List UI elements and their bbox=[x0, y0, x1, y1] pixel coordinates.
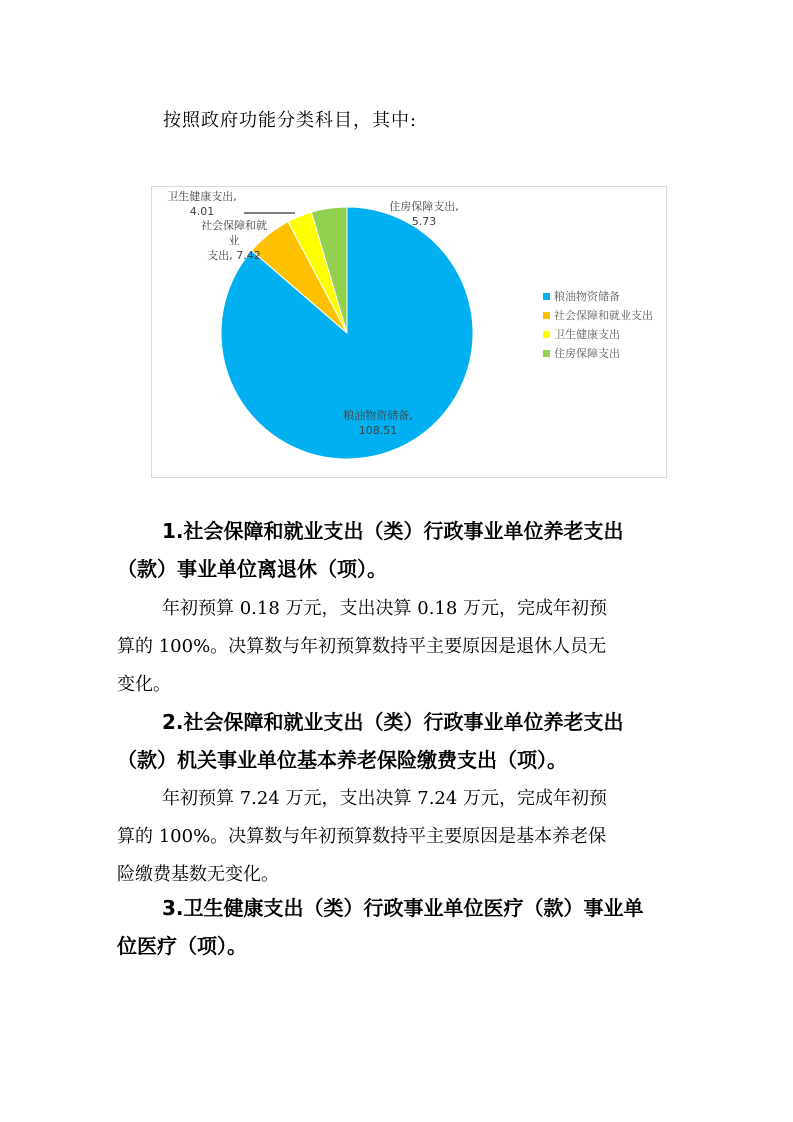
heading-line: 2.社会保障和就业支出（类）行政事业单位养老支出 bbox=[162, 710, 624, 734]
slice-data-label: 108.51 bbox=[358, 424, 398, 437]
legend-label: 卫生健康支出 bbox=[554, 328, 620, 341]
section-1-body bbox=[117, 590, 687, 704]
legend-label: 社会保障和就业支出 bbox=[554, 309, 653, 322]
section-2-body bbox=[117, 780, 687, 894]
body-line: 险缴费基数无变化。 bbox=[117, 864, 279, 885]
body-line: 变化。 bbox=[117, 674, 171, 695]
heading-line: 位医疗（项）。 bbox=[117, 934, 247, 958]
slice-data-label: 5.73 bbox=[411, 215, 437, 228]
intro-text: 按照政府功能分类科目，其中: bbox=[163, 110, 418, 131]
slice-data-label: 业 bbox=[228, 234, 240, 247]
section-3-heading bbox=[117, 889, 687, 965]
section-1-heading bbox=[117, 512, 687, 588]
slice-data-label: 支出, 7.42 bbox=[207, 249, 261, 262]
section-2-heading bbox=[117, 703, 687, 779]
pie-chart bbox=[151, 186, 667, 478]
slice-data-label: 4.01 bbox=[189, 205, 215, 218]
legend-swatch bbox=[543, 350, 550, 357]
legend-swatch bbox=[543, 312, 550, 319]
legend-swatch bbox=[543, 331, 550, 338]
legend-label: 住房保障支出 bbox=[554, 347, 620, 360]
slice-data-label: 卫生健康支出, bbox=[167, 190, 237, 203]
heading-line: （款）机关事业单位基本养老保险缴费支出（项）。 bbox=[117, 748, 567, 772]
pie-chart-svg bbox=[152, 187, 668, 479]
legend-label: 粮油物资储备 bbox=[554, 290, 620, 303]
slice-data-label: 住房保障支出, bbox=[389, 200, 459, 213]
body-line: 算的 100%。决算数与年初预算数持平主要原因是基本养老保 bbox=[117, 826, 607, 847]
slice-data-label: 社会保障和就 bbox=[201, 219, 267, 232]
heading-line: 3.卫生健康支出（类）行政事业单位医疗（款）事业单 bbox=[162, 896, 644, 920]
body-line: 年初预算 7.24 万元，支出决算 7.24 万元，完成年初预 bbox=[162, 788, 608, 809]
body-line: 算的 100%。决算数与年初预算数持平主要原因是退休人员无 bbox=[117, 636, 607, 657]
legend-swatch bbox=[543, 293, 550, 300]
heading-line: （款）事业单位离退休（项）。 bbox=[117, 557, 387, 581]
heading-line: 1.社会保障和就业支出（类）行政事业单位养老支出 bbox=[162, 519, 624, 543]
slice-data-label: 粮油物资储备, bbox=[343, 409, 413, 422]
body-line: 年初预算 0.18 万元，支出决算 0.18 万元，完成年初预 bbox=[162, 598, 608, 619]
